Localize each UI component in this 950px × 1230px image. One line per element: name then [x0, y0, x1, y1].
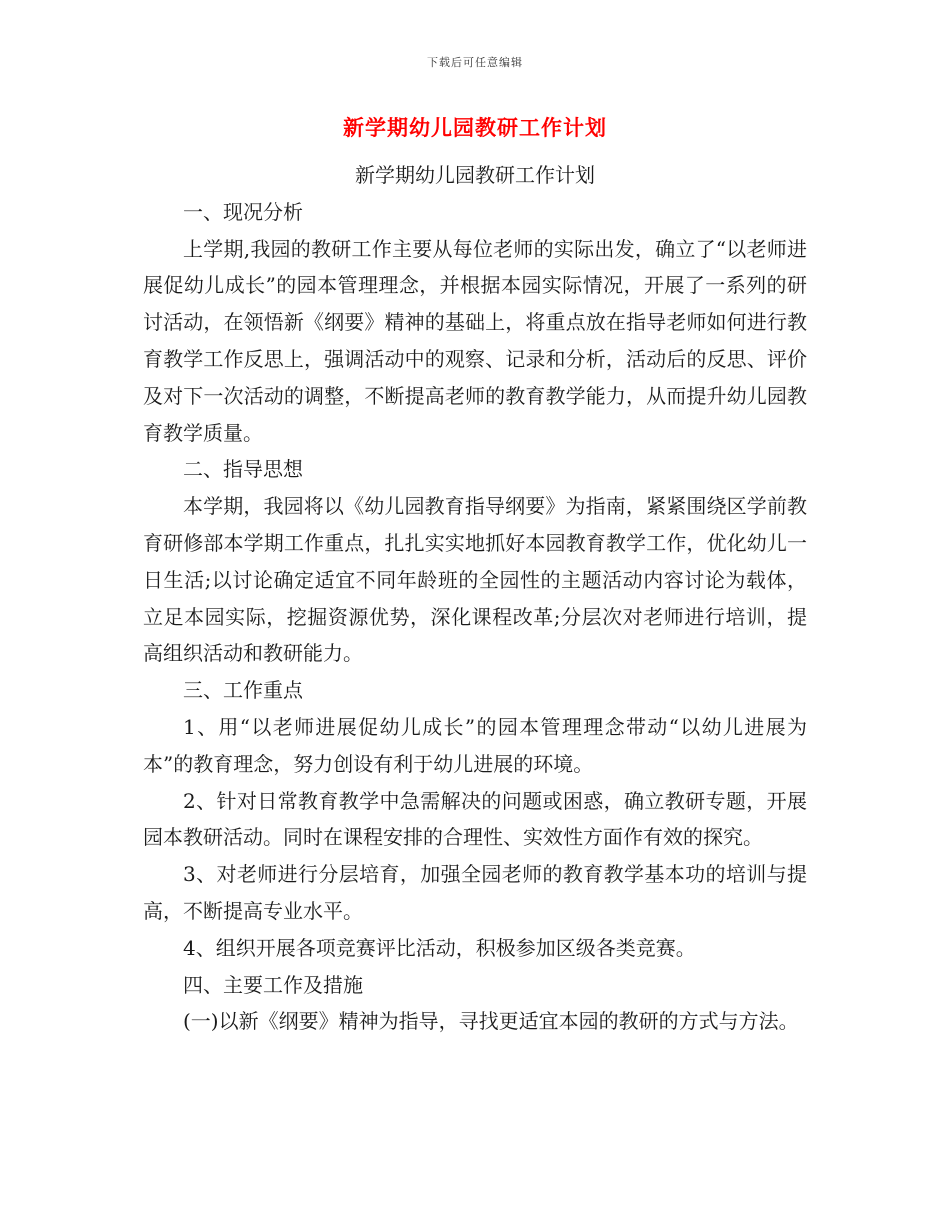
paragraph-main-work-item-1: (一)以新《纲要》精神为指导，寻找更适宜本园的教研的方式与方法。	[183, 1009, 799, 1034]
document-subtitle: 新学期幼儿园教研工作计划	[355, 163, 595, 187]
paragraph-status-analysis: 上学期,我园的教研工作主要从每位老师的实际出发，确立了“以老师进展促幼儿成长”的园本管理理念，并根据本园实际情况，开展了一系列的研讨活动，在领悟新《纲要》精神的基础上，将重点放在指导老师如何进行教育教学工作反思上，强调活动中的观察、记录和分析，活动后的反思、评价及对下一次活动的调整，不断提高老师的教育教学能力，从而提升幼儿园教育教学质量。	[143, 236, 807, 445]
page-header-note: 下载后可任意编辑	[427, 56, 523, 69]
paragraph-focus-item-1: 1、用“以老师进展促幼儿成长”的园本管理理念带动“以幼儿进展为本”的教育理念，努力创设有利于幼儿进展的环境。	[143, 714, 807, 776]
paragraph-guiding-thought: 本学期，我园将以《幼儿园教育指导纲要》为指南，紧紧围绕区学前教育研修部本学期工作重点，扎扎实实地抓好本园教育教学工作，优化幼儿一日生活;以讨论确定适宜不同年龄班的全园性的主题活动内容讨论为载体，立足本园实际，挖掘资源优势，深化课程改革;分层次对老师进行培训，提高组织活动和教研能力。	[143, 494, 807, 666]
document-title: 新学期幼儿园教研工作计划	[343, 115, 607, 140]
paragraph-focus-item-2: 2、针对日常教育教学中急需解决的问题或困惑，确立教研专题，开展园本教研活动。同时在课程安排的合理性、实效性方面作有效的探究。	[143, 788, 807, 850]
section-heading-guiding-thought: 二、指导思想	[183, 457, 303, 482]
document-body	[143, 157, 807, 1040]
paragraph-focus-item-3: 3、对老师进行分层培育，加强全园老师的教育教学基本功的培训与提高，不断提高专业水平。	[143, 862, 807, 923]
section-heading-status: 一、现况分析	[183, 199, 303, 224]
section-heading-work-focus: 三、工作重点	[183, 678, 303, 703]
paragraph-focus-item-4: 4、组织开展各项竞赛评比活动，积极参加区级各类竞赛。	[183, 935, 696, 960]
section-heading-main-work: 四、主要工作及措施	[183, 972, 363, 997]
